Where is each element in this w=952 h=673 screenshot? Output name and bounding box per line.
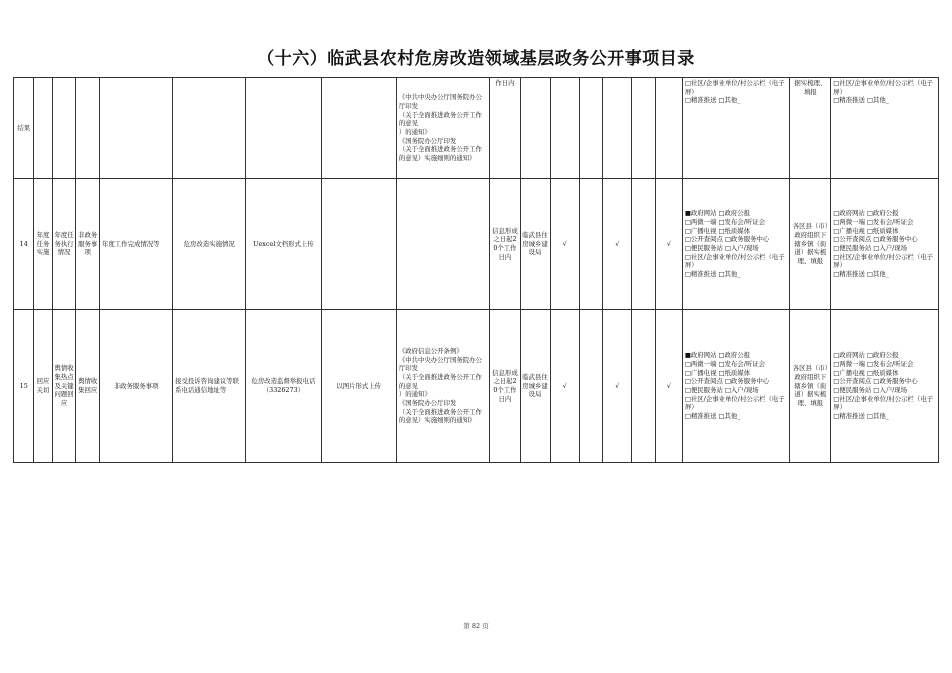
- table-row: [14, 179, 939, 310]
- law-basis-cell: 《政府信息公开条例》 《中共中央办公厅国务院办公厅印发 （关于全面推进政务公开工作的意见 ）的通知》 《国务院办公厅印发 （关于全面推进政务公开工作的意见）实施细则的通知》: [396, 310, 490, 463]
- time-limit-cell: 作日内: [490, 78, 520, 179]
- law-basis-cell: [396, 179, 490, 310]
- check-active: √: [603, 310, 632, 463]
- page-title: （十六）临武县农村危房改造领域基层政务公开事项目录: [257, 49, 695, 69]
- row-number: 14: [14, 179, 34, 310]
- check-level: √: [655, 179, 682, 310]
- table-row: [14, 310, 939, 463]
- item-type: 非政务服务事项: [76, 179, 100, 310]
- channels2-cell: □社区/企事业单位/村公示栏（电子屏） □精准推送 □其他_: [831, 78, 939, 179]
- level-cell: 各区县（市）政府组织下辖乡镇（街道）据实梳理、填报: [790, 310, 831, 463]
- category-level2: 舆情收集热点及关键问题回应: [52, 310, 76, 463]
- subject-cell: 临武县住房城乡建设局: [520, 179, 550, 310]
- disclosure-content: 接受投诉咨询建议等联系电话通信地址等: [173, 310, 246, 463]
- check-active: √: [603, 179, 632, 310]
- category-level1: 年度任务实施: [34, 179, 52, 310]
- disclosure-form: Uexcel文档形式上传: [246, 179, 321, 310]
- channels-cell: □社区/企事业单位/村公示栏（电子屏） □精准推送 □其他_: [682, 78, 790, 179]
- law-basis-cell: 《中共中央办公厅国务院办公厅印发 （关于全面推进政务公开工作的意见 ）的通知》 《国务院办公厅印发 （关于全面推进政务公开工作的意见）实施细则的通知》: [396, 78, 490, 179]
- category-level2: 年度任务执行情况: [52, 179, 76, 310]
- disclosure-form: 以图片形式上传: [321, 310, 396, 463]
- item-type: 非政务服务事项: [100, 310, 173, 463]
- cell-col2: 结果: [14, 78, 34, 179]
- check-all-public: √: [550, 179, 579, 310]
- channels-cell: ■政府网站 □政府公报 □两微一端 □发布会/听证会 □广播电视 □纸质媒体 □公开查阅点 □政务服务中心 □便民服务站 □入户/现场 □社区/企事业单位/村公示栏（电子屏） □精准推送 □其他_: [682, 310, 790, 463]
- time-limit-cell: 信息形成之日起20个工作日内: [490, 310, 520, 463]
- page-number: 第 82 页: [463, 622, 489, 630]
- check-all-public: √: [550, 310, 579, 463]
- disclosure-basis: 危房改造实施情况: [173, 179, 246, 310]
- subject-cell: 临武县住房城乡建设局: [520, 310, 550, 463]
- table-row: [14, 78, 939, 179]
- channels-cell: ■政府网站 □政府公报 □两微一端 □发布会/听证会 □广播电视 □纸质媒体 □公开查阅点 □政务服务中心 □便民服务站 □入户/现场 □社区/企事业单位/村公示栏（电子屏） □精准推送 □其他_: [682, 179, 790, 310]
- time-limit-cell: 信息形成之日起20个工作日内: [490, 179, 520, 310]
- check-level: √: [655, 310, 682, 463]
- row-number: 15: [14, 310, 34, 463]
- channels2-cell: □政府网站 □政府公报 □两微一端 □发布会/听证会 □广播电视 □纸质媒体 □公开查阅点 □政务服务中心 □便民服务站 □入户/现场 □社区/企事业单位/村公示栏（电子屏） □精准推送 □其他_: [831, 310, 939, 463]
- category-level3: 舆情收集回应: [76, 310, 100, 463]
- level-cell: 据实梳理、填报: [790, 78, 831, 179]
- disclosure-content: 年度工作完成情况等: [100, 179, 173, 310]
- level-cell: 各区县（市）政府组织下辖乡镇（街道）据实梳理、填报: [790, 179, 831, 310]
- disclosure-basis: 危房改造监督举报电话（3326273）: [246, 310, 321, 463]
- category-level1: 回应关切: [34, 310, 52, 463]
- disclosure-table: [13, 77, 939, 463]
- channels2-cell: □政府网站 □政府公报 □两微一端 □发布会/听证会 □广播电视 □纸质媒体 □公开查阅点 □政务服务中心 □便民服务站 □入户/现场 □社区/企事业单位/村公示栏（电子屏） □精准推送 □其他_: [831, 179, 939, 310]
